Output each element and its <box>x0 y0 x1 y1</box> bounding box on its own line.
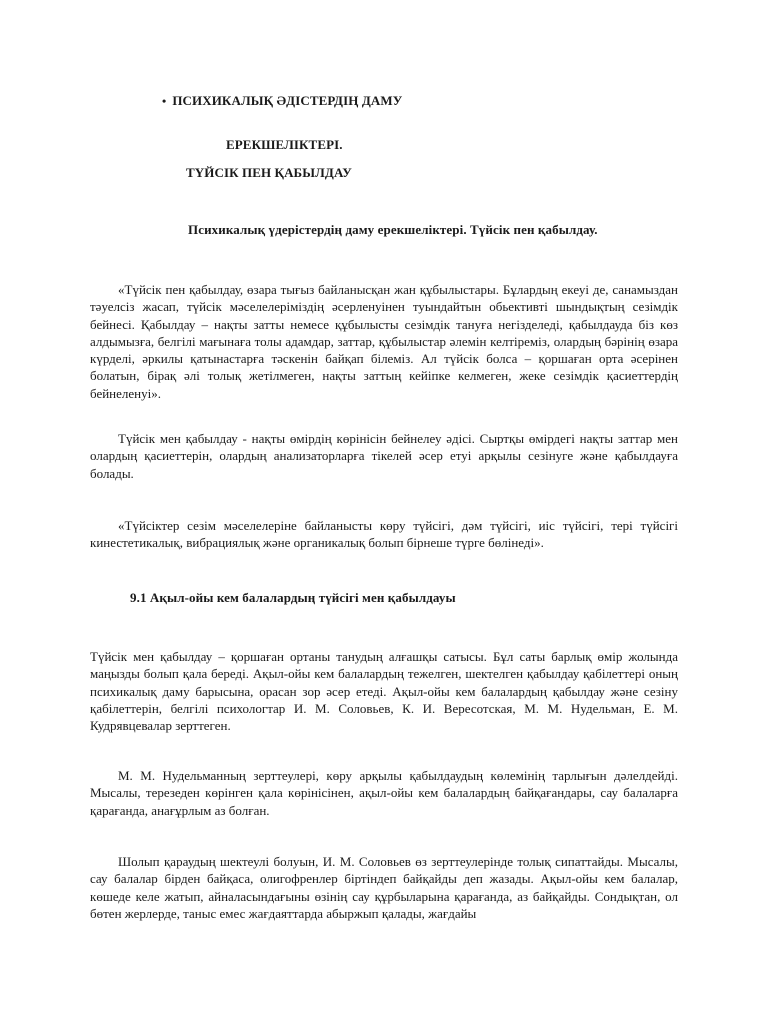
paragraph-6: Шолып қараудың шектеулі болуын, И. М. Соловьев өз зерттеулерінде толық сипаттайды. Мысалы, сау балалар бірден байқаса, олигофренлер біртіндеп байқайды деп жазады. Ақыл-ойы кем балалар, көшеде келе жатып, айналасындағыны өзінің сау құрбыларына қарағанда, аз байқайды. Сондықтан, ол бөтен жерлерде, таныс емес жағдаяттарда абыржып қалады, жағдайы <box>90 854 678 921</box>
heading-line-2: ЕРЕКШЕЛІКТЕРІ. <box>226 137 343 152</box>
paragraph-5: М. М. Нудельманның зерттеулері, көру арқылы қабылдаудың көлемінің тарлығын дәлелдейді. Мысалы, терезеден көрінген қала көрінісінен, ақыл-ойы кем балалардың байқағандары, сау балаларға қарағанда, анағұрлым аз болған. <box>90 768 678 818</box>
heading-line-3: ТҮЙСІК ПЕН ҚАБЫЛДАУ <box>186 165 352 180</box>
heading-line-1-text: ПСИХИКАЛЫҚ ӘДІСТЕРДІҢ ДАМУ <box>172 93 403 108</box>
paragraph-1: «Түйсік пен қабылдау, өзара тығыз байланысқан жан құбылыстары. Бұлардың екеуі де, санамыздан тәуелсіз жасап, түйсік мәселелеріміздің әсерленуінен туындайтын обьективті шындықтың сезімдік бейнесі. Қабылдау – нақты затты немесе құбылысты сезімдік тануға негізделеді, қабылдауда біз көз алдымызға, белгілі мағынаға толы адамдар, заттар, құбылыстар әлемін келтіреміз, олардың бәрінің өзара күрделі, әркилы қатынастарға тәскенін байқап білеміз. Ал түйсік болса – қоршаған орта әсерінен болатын, бірақ әлі толық жетілмеген, нақты заттың кейіпке келмеген, жеке сезімдік қасиеттердің бейнеленуі». <box>90 282 678 401</box>
paragraph-2: Түйсік мен қабылдау - нақты өмірдің көрінісін бейнелеу әдісі. Сыртқы өмірдегі нақты заттар мен олардың қасиеттерін, олардың анализаторларға тікелей әсер етуі арқылы сезінуге және қабылдауға болады. <box>90 431 678 481</box>
section-heading: 9.1 Ақыл-ойы кем балалардың түйсігі мен қабылдауы <box>130 590 456 605</box>
heading-line-1 <box>162 93 402 109</box>
subtitle: Психикалық үдерістердің даму ерекшеліктері. Түйсік пен қабылдау. <box>188 222 598 237</box>
paragraph-4: Түйсік мен қабылдау – қоршаған ортаны танудың алғашқы сатысы. Бұл саты барлық өмір жолында маңызды болып қала береді. Ақыл-ойы кем балалардың тежелген, шектелген қабылдау қабілеттері оның психикалық даму барысына, орасан зор әсер етеді. Ақыл-ойы кем балалардың қабылдау және сезіну қабілеттерін, белгілі психологтар И. М. Соловьев, К. И. Вересотская, М. М. Нудельман, Е. М. Кудрявцевалар зерттеген. <box>90 649 678 734</box>
bullet-icon: • <box>162 94 167 108</box>
paragraph-3: «Түйсіктер сезім мәселелеріне байланысты көру түйсігі, дәм түйсігі, иіс түйсігі, тері түйсігі кинестетикалық, вибрациялық және органикалық болып бірнеше түрге бөлінеді». <box>90 518 678 551</box>
